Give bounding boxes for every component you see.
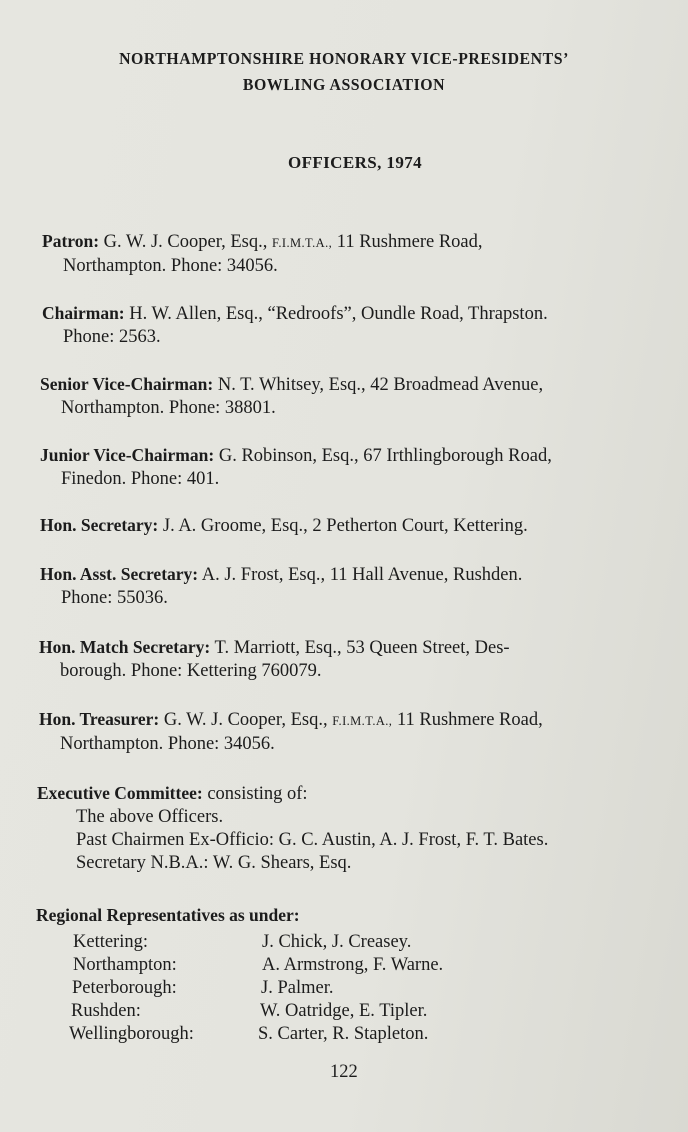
executive-committee-intro: consisting of: — [202, 784, 308, 804]
officer-details: N. T. Whitsey, Esq., 42 Broadmead Avenue, — [213, 375, 544, 395]
officer-qualification: F.I.M.T.A., — [272, 236, 333, 250]
officer-label: Hon. Secretary: — [40, 515, 159, 535]
officer-hon-secretary — [40, 514, 528, 538]
officer-label: Junior Vice-Chairman: — [40, 445, 215, 465]
officer-details-cont: 11 Rushmere Road, — [392, 710, 543, 730]
officer-label: Patron: — [42, 231, 100, 251]
officer-details: J. A. Groome, Esq., 2 Petherton Court, Kettering. — [158, 516, 528, 536]
officer-hon-match-secretary — [39, 636, 510, 683]
officer-patron — [42, 230, 483, 278]
region-name: Northampton: — [73, 955, 177, 975]
officer-junior-vice-chairman — [40, 444, 552, 491]
executive-committee — [37, 782, 548, 875]
executive-committee-label: Executive Committee: — [37, 783, 203, 803]
region-representatives: A. Armstrong, F. Warne. — [262, 955, 444, 975]
executive-committee-line: The above Officers. — [76, 807, 224, 827]
region-name: Kettering: — [73, 932, 149, 952]
officer-details-line-2: Phone: 55036. — [61, 588, 168, 608]
region-name: Wellingborough: — [69, 1024, 194, 1044]
officer-details: G. W. J. Cooper, Esq., — [99, 232, 272, 252]
officer-label: Hon. Asst. Secretary: — [40, 564, 199, 584]
region-representatives: J. Palmer. — [261, 978, 334, 998]
region-representatives: S. Carter, R. Stapleton. — [258, 1024, 429, 1044]
region-name: Rushden: — [71, 1001, 141, 1021]
officer-hon-treasurer — [39, 708, 543, 756]
region-representatives: J. Chick, J. Creasey. — [262, 932, 412, 952]
officer-details: G. W. J. Cooper, Esq., — [159, 710, 333, 730]
officer-details-line-2: Phone: 2563. — [63, 327, 161, 347]
officer-details-line-2: Northampton. Phone: 38801. — [61, 398, 276, 418]
officer-hon-asst-secretary — [40, 563, 522, 610]
officer-chairman — [42, 302, 548, 349]
officer-details: A. J. Frost, Esq., 11 Hall Avenue, Rushden. — [198, 565, 523, 585]
regional-representatives — [36, 905, 300, 926]
officer-details-line-2: borough. Phone: Kettering 760079. — [60, 661, 322, 681]
association-title-line-1: NORTHAMPTONSHIRE HONORARY VICE-PRESIDENTS’ — [119, 49, 569, 68]
executive-committee-line: Past Chairmen Ex-Officio: G. C. Austin, A. J. Frost, F. T. Bates. — [76, 830, 549, 850]
page-number: 122 — [330, 1062, 358, 1082]
officer-details: T. Marriott, Esq., 53 Queen Street, Des- — [210, 638, 510, 658]
officer-label: Chairman: — [42, 303, 125, 323]
officer-label: Senior Vice-Chairman: — [40, 374, 214, 394]
officer-details-line-2: Northampton. Phone: 34056. — [63, 256, 278, 276]
officer-details-line-2: Finedon. Phone: 401. — [61, 469, 220, 489]
officer-details-line-2: Northampton. Phone: 34056. — [60, 734, 275, 754]
officer-details: H. W. Allen, Esq., “Redroofs”, Oundle Road, Thrapston. — [124, 304, 548, 324]
officer-details: G. Robinson, Esq., 67 Irthlingborough Road, — [214, 446, 552, 466]
association-title-line-2: BOWLING ASSOCIATION — [242, 75, 446, 94]
regional-representatives-label: Regional Representatives as under: — [36, 905, 300, 925]
officer-label: Hon. Match Secretary: — [39, 637, 211, 657]
officer-details-cont: 11 Rushmere Road, — [332, 232, 483, 252]
executive-committee-line: Secretary N.B.A.: W. G. Shears, Esq. — [76, 853, 352, 873]
officer-qualification: F.I.M.T.A., — [332, 714, 393, 728]
region-name: Peterborough: — [72, 978, 177, 998]
officers-subtitle: OFFICERS, 1974 — [287, 153, 423, 172]
officer-label: Hon. Treasurer: — [39, 709, 160, 729]
region-representatives: W. Oatridge, E. Tipler. — [260, 1001, 428, 1021]
officer-senior-vice-chairman — [40, 373, 543, 420]
